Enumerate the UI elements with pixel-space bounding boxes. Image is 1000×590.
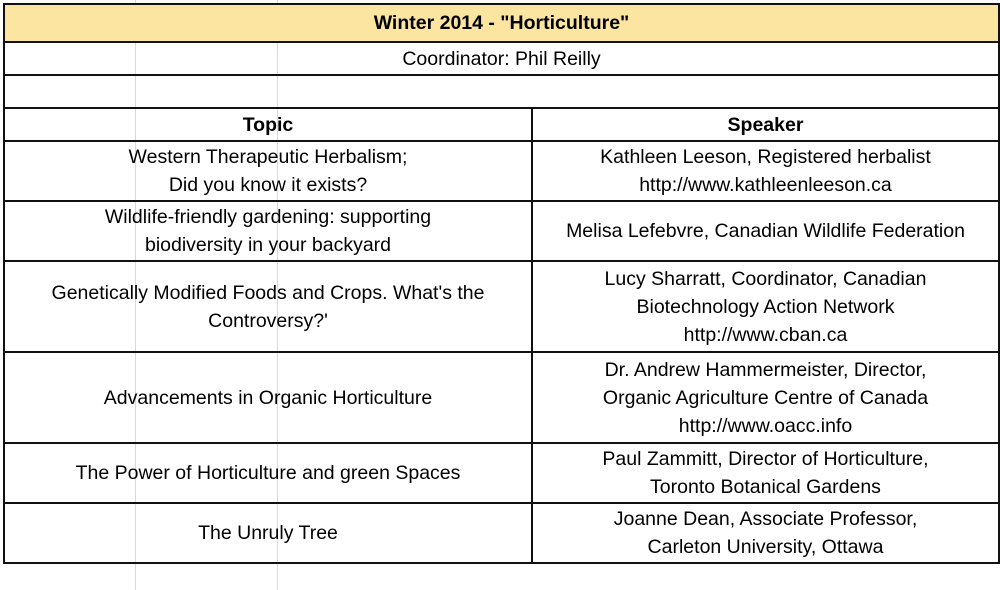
topic-cell[interactable]: [4, 141, 532, 201]
title-row: [4, 4, 999, 42]
speaker-url: http://www.kathleenleeson.ca: [639, 174, 892, 196]
speaker-line: Joanne Dean, Associate Professor,: [613, 508, 918, 530]
topic-line: The Unruly Tree: [198, 522, 338, 544]
speaker-line: Carleton University, Ottawa: [647, 536, 884, 558]
coordinator-row: [4, 42, 999, 75]
schedule-table: [3, 3, 1000, 564]
speaker-cell[interactable]: [532, 352, 999, 443]
topic-cell[interactable]: [4, 352, 532, 443]
coordinator-cell[interactable]: Coordinator: Phil Reilly: [4, 42, 999, 75]
speaker-cell[interactable]: [532, 141, 999, 201]
speaker-line: Biotechnology Action Network: [636, 295, 895, 318]
speaker-cell[interactable]: [532, 503, 999, 563]
speaker-url: http://www.cban.ca: [683, 323, 848, 346]
speaker-cell[interactable]: [532, 261, 999, 352]
speaker-line: Melisa Lefebvre, Canadian Wildlife Federation: [566, 220, 965, 242]
topic-cell[interactable]: [4, 503, 532, 563]
table-row: [4, 503, 999, 563]
table-row: [4, 141, 999, 201]
speaker-line: Toronto Botanical Gardens: [650, 476, 881, 498]
speaker-line: Kathleen Leeson, Registered herbalist: [600, 146, 931, 168]
topic-cell[interactable]: [4, 201, 532, 261]
topic-line: Genetically Modified Foods and Crops. What's the: [51, 281, 485, 304]
speaker-cell[interactable]: [532, 201, 999, 261]
table-row: [4, 201, 999, 261]
topic-cell[interactable]: [4, 443, 532, 503]
column-header-row: [4, 108, 999, 141]
speaker-cell[interactable]: [532, 443, 999, 503]
speaker-url: http://www.oacc.info: [678, 414, 853, 437]
topic-line: Wildlife-friendly gardening: supporting: [104, 206, 432, 228]
column-header-topic[interactable]: Topic: [4, 108, 532, 141]
table-row: [4, 352, 999, 443]
topic-line: The Power of Horticulture and green Spaces: [75, 462, 461, 484]
blank-cell[interactable]: [4, 75, 999, 108]
table-row: [4, 261, 999, 352]
topic-line: biodiversity in your backyard: [144, 234, 392, 256]
topic-line: Did you know it exists?: [168, 174, 368, 196]
topic-cell[interactable]: [4, 261, 532, 352]
column-header-speaker[interactable]: Speaker: [532, 108, 999, 141]
speaker-line: Organic Agriculture Centre of Canada: [602, 386, 929, 409]
speaker-line: Paul Zammitt, Director of Horticulture,: [602, 448, 929, 470]
sheet-title[interactable]: Winter 2014 - "Horticulture": [4, 4, 999, 42]
topic-line: Western Therapeutic Herbalism;: [128, 146, 408, 168]
blank-row: [4, 75, 999, 108]
table-row: [4, 443, 999, 503]
topic-line: Controversy?': [208, 309, 328, 332]
speaker-line: Lucy Sharratt, Coordinator, Canadian: [604, 267, 927, 290]
speaker-line: Dr. Andrew Hammermeister, Director,: [604, 358, 927, 381]
topic-line: Advancements in Organic Horticulture: [103, 386, 433, 409]
